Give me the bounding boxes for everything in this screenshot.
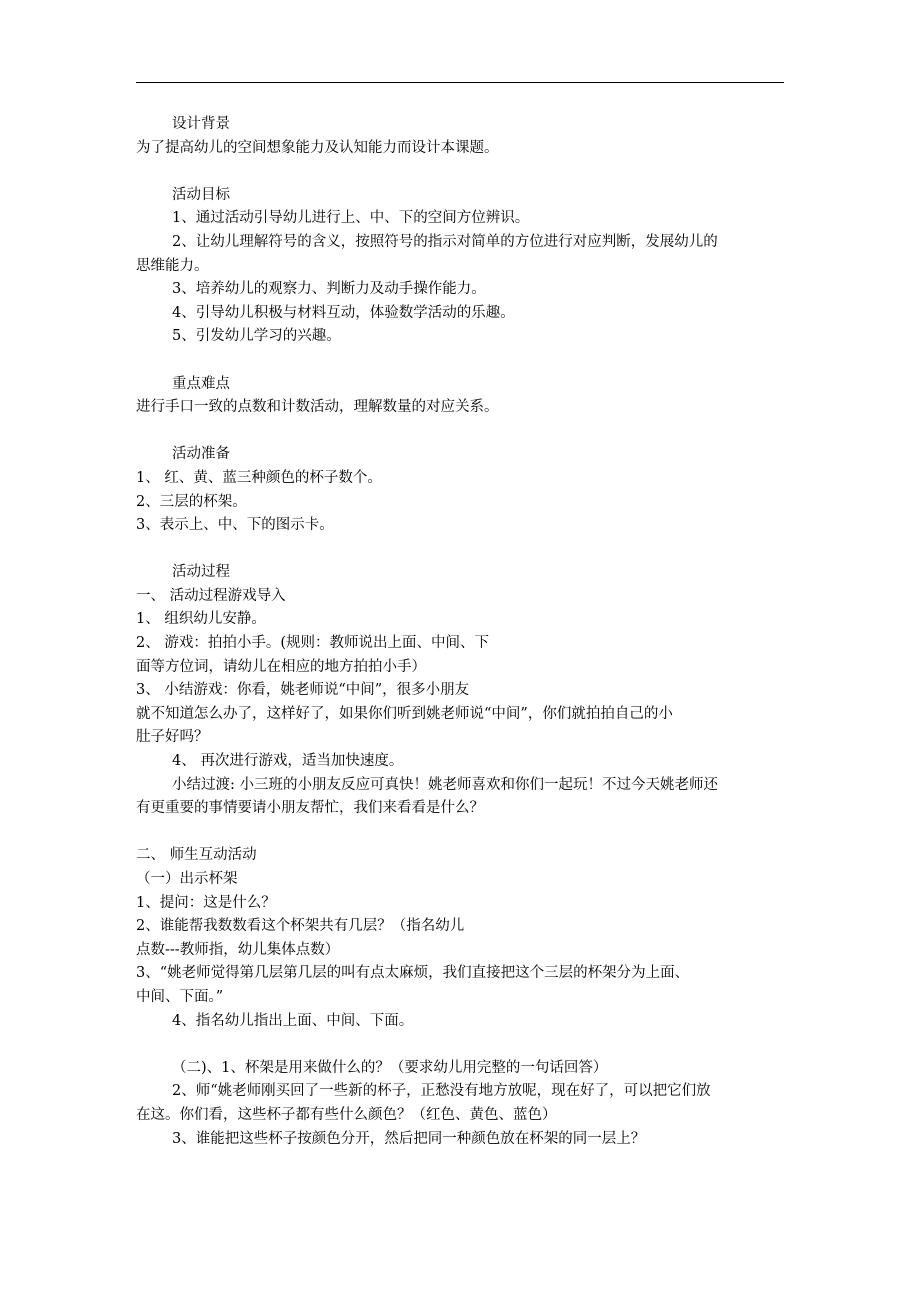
- section-heading-background: 设计背景: [172, 116, 230, 132]
- process-step: 一、 活动过程游戏导入: [136, 587, 286, 604]
- process-step: 1、 组织幼儿安静。: [136, 611, 266, 628]
- goal-item-continuation: 思维能力。: [136, 257, 209, 274]
- process-step: 就不知道怎么办了，这样好了，如果你们听到姚老师说“中间”，你们就拍拍自己的小: [136, 705, 673, 722]
- process-step: 二、 师生互动活动: [136, 847, 257, 864]
- goal-item: 3、培养幼儿的观察力、判断力及动手操作能力。: [172, 281, 486, 298]
- goal-item: 1、通过活动引导幼儿进行上、中、下的空间方位辨识。: [172, 210, 530, 227]
- section-heading-process: 活动过程: [172, 564, 230, 581]
- goal-item: 4、引导幼儿积极与材料互动，体验数学活动的乐趣。: [172, 304, 515, 321]
- process-step: 4、指名幼儿指出上面、中间、下面。: [172, 1012, 414, 1029]
- goal-item: 2、让幼儿理解符号的含义，按照符号的指示对简单的方位进行对应判断，发展幼儿的: [172, 233, 718, 250]
- header-rule: [136, 82, 784, 83]
- section-heading-goals: 活动目标: [172, 186, 230, 203]
- goal-item: 5、引发幼儿学习的兴趣。: [172, 328, 341, 345]
- process-step: （二)、1、杯架是用来做什么的？（要求幼儿用完整的一句话回答）: [172, 1059, 608, 1076]
- process-step: 2、师“姚老师刚买回了一些新的杯子，正愁没有地方放呢，现在好了，可以把它们放: [172, 1083, 711, 1100]
- section-heading-preparation: 活动准备: [172, 446, 230, 463]
- process-step: 3、 小结游戏：你看，姚老师说“中间”，很多小朋友: [136, 682, 470, 699]
- background-text: 为了提高幼儿的空间想象能力及认知能力而设计本课题。: [136, 139, 499, 156]
- process-step: 有更重要的事情要请小朋友帮忙，我们来看看是什么？: [136, 800, 484, 817]
- process-step: 小结过渡: 小三班的小朋友反应可真快！姚老师喜欢和你们一起玩！不过今天姚老师还: [172, 776, 718, 793]
- preparation-item: 3、表示上、中、下的图示卡。: [136, 517, 334, 534]
- process-step: 2、 游戏：拍拍小手。(规则：教师说出上面、中间、下: [136, 635, 489, 652]
- key-points-text: 进行手口一致的点数和计数活动，理解数量的对应关系。: [136, 399, 499, 416]
- process-step: （一）出示杯架: [136, 871, 238, 887]
- process-step: 面等方位词，请幼儿在相应的地方拍拍小手）: [136, 658, 426, 675]
- process-step: 4、 再次进行游戏，适当加快速度。: [172, 753, 404, 770]
- process-step: 3、谁能把这些杯子按颜色分开，然后把同一种颜色放在杯架的同一层上？: [172, 1130, 646, 1147]
- process-step: 肚子好吗？: [136, 729, 209, 746]
- section-heading-key-points: 重点难点: [172, 375, 230, 392]
- process-step: 2、谁能帮我数数看这个杯架共有几层？（指名幼儿: [136, 918, 465, 935]
- preparation-item: 2、三层的杯架。: [136, 493, 247, 510]
- process-step: 点数---教师指，幼儿集体点数）: [136, 941, 340, 958]
- preparation-item: 1、 红、黄、蓝三种颜色的杯子数个。: [136, 469, 382, 486]
- process-step: 1、提问：这是什么？: [136, 894, 276, 911]
- document-body: [136, 113, 788, 1151]
- process-step: 中间、下面。”: [136, 988, 224, 1005]
- process-step: 在这。你们看，这些杯子都有些什么颜色？（红色、黄色、蓝色）: [136, 1106, 557, 1123]
- process-step: 3、“姚老师觉得第几层第几层的叫有点太麻烦，我们直接把这个三层的杯架分为上面、: [136, 965, 690, 982]
